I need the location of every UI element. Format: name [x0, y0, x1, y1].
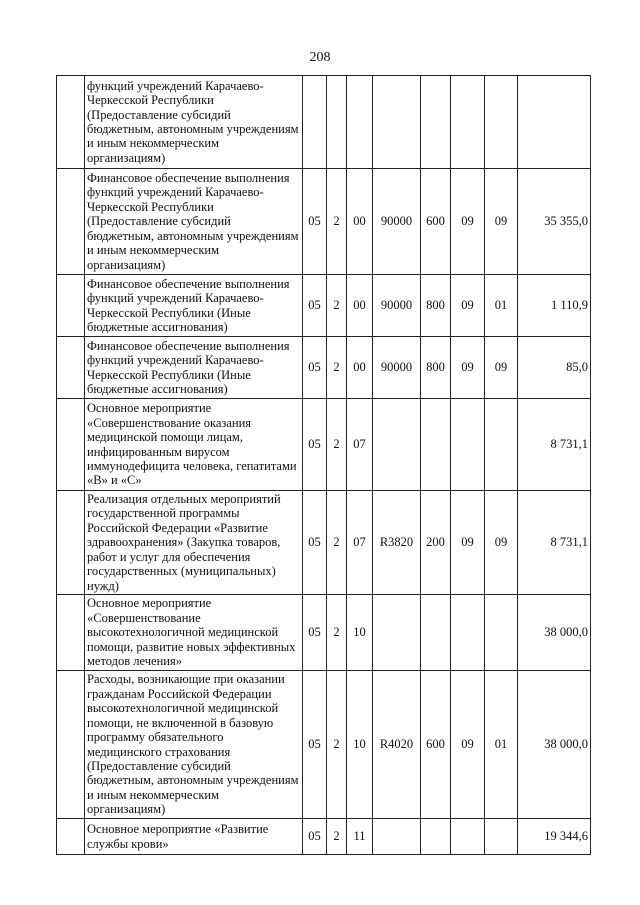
- amount-cell: 38 000,0: [518, 671, 591, 819]
- description-cell: Финансовое обеспечение выполнения функций учреждений Карачаево-Черкесской Республики (Иные бюджетные ассигнования): [85, 275, 303, 337]
- section-cell: [451, 819, 485, 855]
- description-cell: функций учреждений Карачаево-Черкесской Республики (Предоставление субсидий бюджетным, автономным учреждениям и иным некоммерческим организациям): [85, 76, 303, 169]
- row-number-cell: [57, 399, 85, 491]
- section-cell: 09: [451, 275, 485, 337]
- expense-type-cell: [421, 819, 451, 855]
- description-cell: Основное мероприятие «Совершенствование оказания медицинской помощи лицам, инфицированным вирусом иммунодефицита человека, гепатитами «В» и «С»: [85, 399, 303, 491]
- subprogram-code-cell: 2: [327, 595, 347, 671]
- table-row: [57, 671, 591, 819]
- subsection-cell: 09: [485, 169, 518, 275]
- table-row: [57, 595, 591, 671]
- direction-code-cell: [373, 399, 421, 491]
- table-row: [57, 399, 591, 491]
- event-code-cell: 00: [347, 169, 373, 275]
- amount-cell: [518, 76, 591, 169]
- page-number: 208: [309, 50, 331, 65]
- program-code-cell: 05: [303, 337, 327, 399]
- section-cell: 09: [451, 671, 485, 819]
- direction-code-cell: 90000: [373, 275, 421, 337]
- amount-cell: 19 344,6: [518, 819, 591, 855]
- row-number-cell: [57, 169, 85, 275]
- event-code-cell: 00: [347, 275, 373, 337]
- direction-code-cell: 90000: [373, 169, 421, 275]
- row-number-cell: [57, 76, 85, 169]
- direction-code-cell: R4020: [373, 671, 421, 819]
- description-cell: Реализация отдельных мероприятий государственной программы Российской Федерации «Развитие здравоохранения» (Закупка товаров, работ и услуг для обеспечения государственных (муниципальных) нужд): [85, 491, 303, 595]
- subprogram-code-cell: 2: [327, 491, 347, 595]
- subprogram-code-cell: 2: [327, 337, 347, 399]
- description-cell: Основное мероприятие «Развитие службы крови»: [85, 819, 303, 855]
- section-cell: [451, 399, 485, 491]
- row-number-cell: [57, 595, 85, 671]
- section-cell: 09: [451, 169, 485, 275]
- event-code-cell: 00: [347, 337, 373, 399]
- amount-cell: 8 731,1: [518, 491, 591, 595]
- amount-cell: 1 110,9: [518, 275, 591, 337]
- expense-type-cell: 800: [421, 337, 451, 399]
- program-code-cell: 05: [303, 169, 327, 275]
- subsection-cell: [485, 399, 518, 491]
- section-cell: [451, 76, 485, 169]
- expense-type-cell: 800: [421, 275, 451, 337]
- amount-cell: 38 000,0: [518, 595, 591, 671]
- row-number-cell: [57, 491, 85, 595]
- subprogram-code-cell: 2: [327, 819, 347, 855]
- subsection-cell: [485, 76, 518, 169]
- table-row: [57, 337, 591, 399]
- subprogram-code-cell: [327, 76, 347, 169]
- event-code-cell: 07: [347, 491, 373, 595]
- expense-type-cell: [421, 595, 451, 671]
- amount-cell: 8 731,1: [518, 399, 591, 491]
- row-number-cell: [57, 337, 85, 399]
- event-code-cell: 10: [347, 671, 373, 819]
- subsection-cell: 01: [485, 671, 518, 819]
- expense-type-cell: 600: [421, 169, 451, 275]
- event-code-cell: 10: [347, 595, 373, 671]
- event-code-cell: [347, 76, 373, 169]
- program-code-cell: 05: [303, 491, 327, 595]
- description-cell: Расходы, возникающие при оказании гражданам Российской Федерации высокотехнологичной медицинской помощи, не включенной в базовую программу обязательного медицинского страхования (Предоставление субсидий бюджетным, автономным учреждениям и иным некоммерческим организациям): [85, 671, 303, 819]
- section-cell: 09: [451, 491, 485, 595]
- table-row: [57, 491, 591, 595]
- description-cell: Основное мероприятие «Совершенствование высокотехнологичной медицинской помощи, развитие новых эффективных методов лечения»: [85, 595, 303, 671]
- program-code-cell: [303, 76, 327, 169]
- table-row: [57, 169, 591, 275]
- table-row: [57, 76, 591, 169]
- section-cell: 09: [451, 337, 485, 399]
- description-cell: Финансовое обеспечение выполнения функций учреждений Карачаево-Черкесской Республики (Иные бюджетные ассигнования): [85, 337, 303, 399]
- subprogram-code-cell: 2: [327, 275, 347, 337]
- table-row: [57, 819, 591, 855]
- subsection-cell: [485, 819, 518, 855]
- description-cell: Финансовое обеспечение выполнения функций учреждений Карачаево-Черкесской Республики (Предоставление субсидий бюджетным, автономным учреждениям и иным некоммерческим организациям): [85, 169, 303, 275]
- direction-code-cell: [373, 595, 421, 671]
- program-code-cell: 05: [303, 595, 327, 671]
- expense-type-cell: [421, 76, 451, 169]
- amount-cell: 35 355,0: [518, 169, 591, 275]
- expense-type-cell: 200: [421, 491, 451, 595]
- row-number-cell: [57, 671, 85, 819]
- subsection-cell: 01: [485, 275, 518, 337]
- program-code-cell: 05: [303, 819, 327, 855]
- program-code-cell: 05: [303, 671, 327, 819]
- subsection-cell: 09: [485, 491, 518, 595]
- event-code-cell: 07: [347, 399, 373, 491]
- direction-code-cell: 90000: [373, 337, 421, 399]
- subprogram-code-cell: 2: [327, 671, 347, 819]
- expense-type-cell: [421, 399, 451, 491]
- direction-code-cell: [373, 76, 421, 169]
- program-code-cell: 05: [303, 399, 327, 491]
- subsection-cell: 09: [485, 337, 518, 399]
- subprogram-code-cell: 2: [327, 399, 347, 491]
- direction-code-cell: [373, 819, 421, 855]
- table-row: [57, 275, 591, 337]
- event-code-cell: 11: [347, 819, 373, 855]
- section-cell: [451, 595, 485, 671]
- subsection-cell: [485, 595, 518, 671]
- direction-code-cell: R3820: [373, 491, 421, 595]
- row-number-cell: [57, 819, 85, 855]
- row-number-cell: [57, 275, 85, 337]
- amount-cell: 85,0: [518, 337, 591, 399]
- budget-table: [56, 75, 591, 855]
- expense-type-cell: 600: [421, 671, 451, 819]
- program-code-cell: 05: [303, 275, 327, 337]
- subprogram-code-cell: 2: [327, 169, 347, 275]
